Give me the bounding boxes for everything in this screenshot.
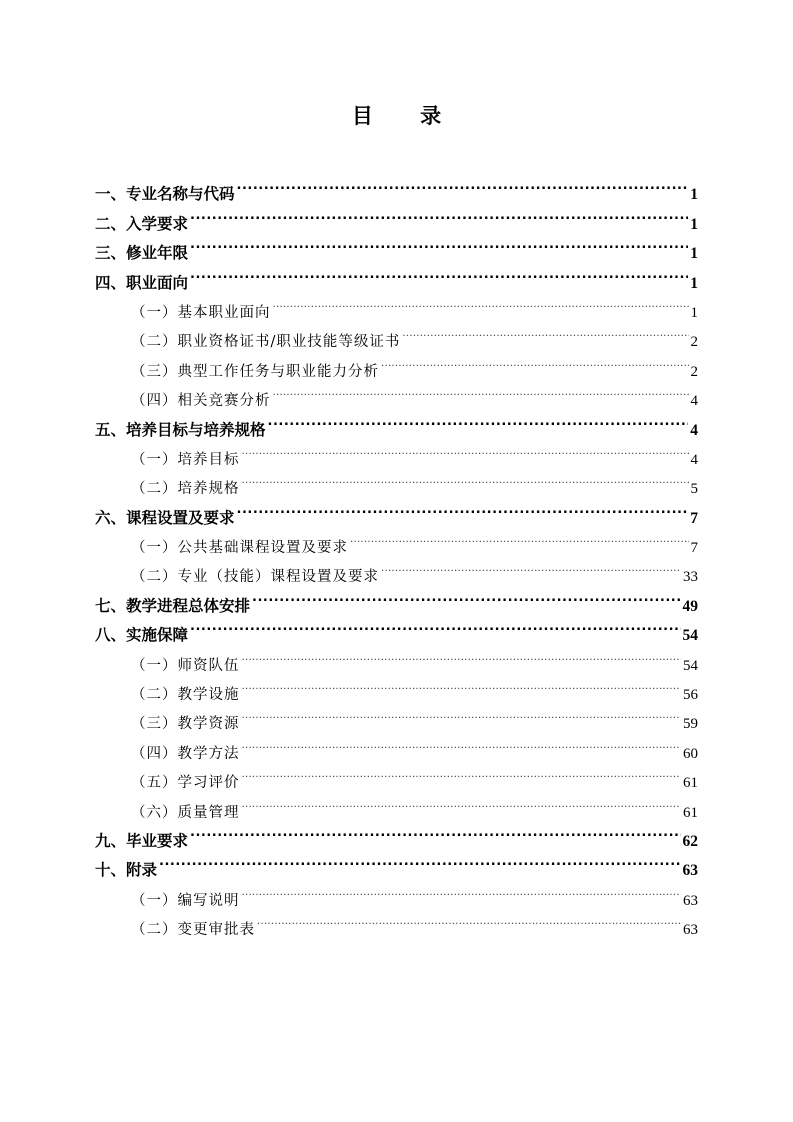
toc-entry-page-number: 7 — [690, 509, 698, 527]
toc-entry-label: 二、入学要求 — [95, 214, 189, 233]
toc-entry-label: 十、附录 — [95, 861, 158, 880]
toc-entry-page-number: 54 — [682, 627, 698, 645]
toc-entry-page-number: 4 — [690, 421, 698, 439]
dot-leader — [242, 464, 689, 493]
table-of-contents — [95, 170, 698, 939]
toc-entry-label: 三、修业年限 — [95, 244, 189, 263]
toc-entry-label: （二）教学设施 — [131, 687, 240, 704]
dot-leader — [190, 229, 688, 258]
toc-entry-label: （三）教学资源 — [131, 716, 240, 733]
toc-entry-label: （三）典型工作任务与职业能力分析 — [131, 363, 379, 380]
toc-entry-label: （五）学习评价 — [131, 775, 240, 792]
toc-entry-page-number: 1 — [690, 215, 698, 233]
toc-entry-page-number: 56 — [683, 687, 698, 704]
toc-entry-page-number: 7 — [690, 540, 698, 557]
dot-leader — [242, 875, 682, 904]
toc-entry-page-number: 4 — [690, 451, 698, 468]
toc-entry-label: （一）公共基础课程设置及要求 — [131, 540, 348, 557]
toc-entry-page-number: 49 — [682, 597, 698, 615]
toc-entry-page-number: 1 — [690, 245, 698, 263]
toc-entry-page-number: 2 — [690, 334, 698, 351]
toc-entry-label: （六）质量管理 — [131, 804, 240, 821]
toc-entry-label: 七、教学进程总体安排 — [95, 596, 251, 615]
dot-leader — [242, 728, 682, 757]
dot-leader — [242, 670, 682, 699]
toc-entry-label: （二）变更审批表 — [131, 922, 255, 939]
dot-leader — [190, 611, 680, 640]
dot-leader — [242, 699, 682, 728]
dot-leader — [242, 758, 682, 787]
dot-leader — [237, 170, 689, 199]
dot-leader — [159, 846, 680, 875]
toc-entry-page-number: 63 — [682, 862, 698, 880]
toc-entry-page-number: 33 — [683, 569, 698, 586]
dot-leader — [273, 288, 689, 317]
toc-entry-label: （二）专业（技能）课程设置及要求 — [131, 569, 379, 586]
dot-leader — [350, 523, 689, 552]
toc-entry-label: （一）编写说明 — [131, 892, 240, 909]
toc-entry-label: 六、课程设置及要求 — [95, 508, 235, 527]
toc-entry-label: 九、毕业要求 — [95, 831, 189, 850]
toc-entry-label: 四、职业面向 — [95, 273, 189, 292]
toc-entry-section[interactable] — [95, 170, 698, 204]
toc-entry-page-number: 2 — [690, 363, 698, 380]
dot-leader — [402, 317, 688, 346]
dot-leader — [252, 581, 680, 610]
dot-leader — [381, 346, 689, 375]
toc-entry-label: 一、专业名称与代码 — [95, 185, 235, 204]
dot-leader — [242, 787, 682, 816]
dot-leader — [242, 435, 689, 464]
toc-entry-section[interactable] — [95, 846, 698, 880]
toc-entry-page-number: 1 — [690, 304, 698, 321]
toc-entry-page-number: 61 — [683, 804, 698, 821]
toc-entry-label: （一）培养目标 — [131, 451, 240, 468]
toc-entry-page-number: 1 — [690, 274, 698, 292]
dot-leader — [242, 640, 682, 669]
toc-entry-label: （一）基本职业面向 — [131, 304, 271, 321]
toc-entry-label: （四）教学方法 — [131, 745, 240, 762]
toc-entry-label: （二）培养规格 — [131, 481, 240, 498]
toc-entry-page-number: 4 — [690, 393, 698, 410]
toc-entry-page-number: 60 — [683, 745, 698, 762]
toc-entry-page-number: 61 — [683, 775, 698, 792]
toc-entry-label: 八、实施保障 — [95, 626, 189, 645]
toc-entry-subsection[interactable] — [95, 875, 698, 909]
dot-leader — [190, 817, 680, 846]
toc-entry-page-number: 54 — [683, 657, 698, 674]
toc-entry-page-number: 63 — [683, 892, 698, 909]
toc-entry-page-number: 1 — [690, 186, 698, 204]
dot-leader — [190, 258, 688, 287]
toc-entry-page-number: 59 — [683, 716, 698, 733]
toc-entry-page-number: 63 — [683, 922, 698, 939]
toc-entry-page-number: 62 — [682, 832, 698, 850]
toc-entry-page-number: 5 — [690, 481, 698, 498]
dot-leader — [381, 552, 681, 581]
dot-leader — [190, 199, 688, 228]
toc-entry-label: 五、培养目标与培养规格 — [95, 420, 266, 439]
toc-entry-label: （一）师资队伍 — [131, 657, 240, 674]
dot-leader — [237, 493, 689, 522]
toc-entry-label: （四）相关竞赛分析 — [131, 393, 271, 410]
dot-leader — [268, 405, 689, 434]
dot-leader — [257, 905, 681, 934]
toc-entry-label: （二）职业资格证书/职业技能等级证书 — [131, 334, 401, 351]
dot-leader — [273, 376, 689, 405]
page-title: 目 录 — [351, 104, 462, 128]
